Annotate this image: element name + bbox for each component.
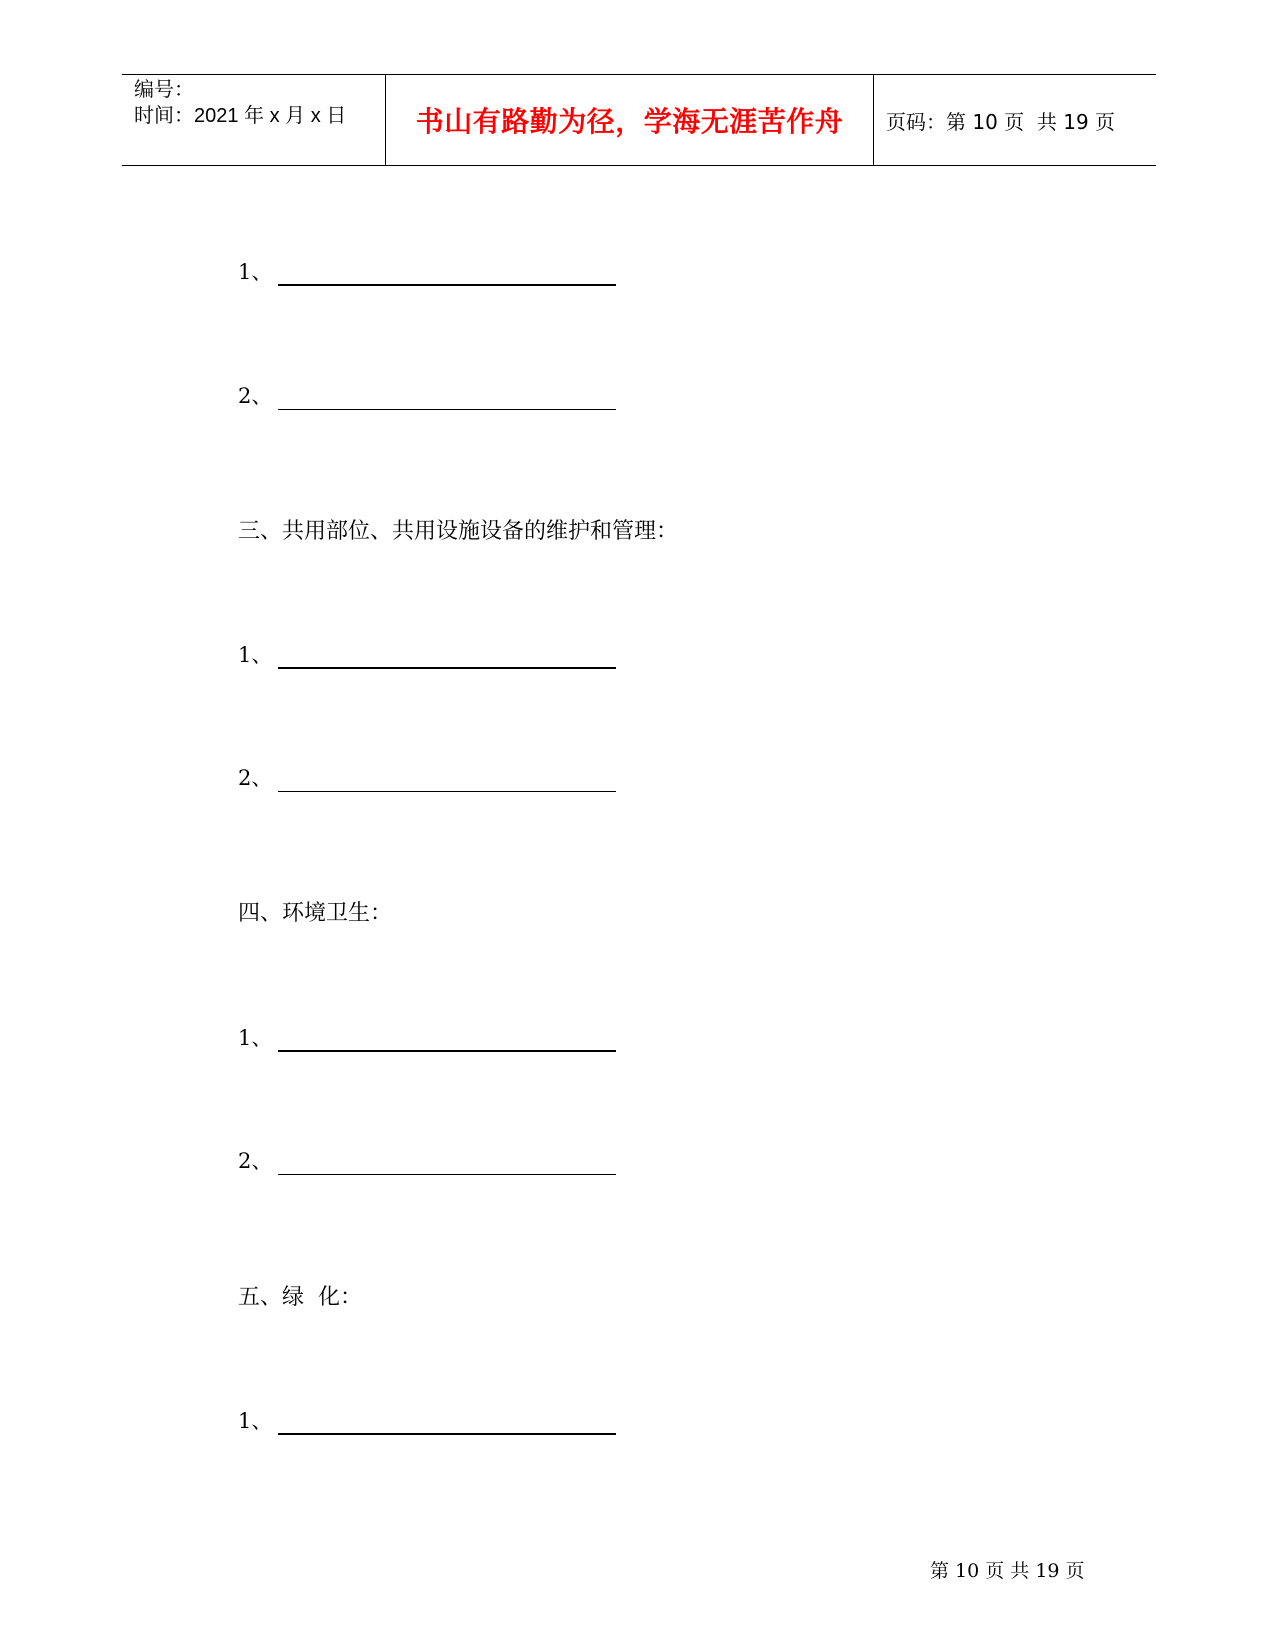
header-page-number: 页码：第 10 页 共 19 页 [886,109,1116,134]
item-number: 1、 [238,260,273,284]
header-page-cell [874,75,1156,165]
list-item [238,639,616,669]
item-number: 2、 [238,1149,273,1173]
list-item [238,380,616,410]
page-footer: 第 10 页 共 19 页 [930,1560,1085,1582]
list-item [238,762,616,792]
section-heading-4: 四、环境卫生： [238,901,393,926]
header-motto: 书山有路勤为径，学海无涯苦作舟 [415,105,844,138]
fill-in-blank [278,260,616,286]
list-item [238,256,616,286]
document-number-label: 编号： [134,79,194,101]
fill-in-blank [278,385,616,410]
item-number: 2、 [238,384,273,408]
page-header [122,74,1156,166]
fill-in-blank [278,1026,616,1052]
fill-in-blank [278,1409,616,1435]
fill-in-blank [278,643,616,669]
section-heading-3: 三、共用部位、共用设施设备的维护和管理： [238,519,679,544]
document-date-label: 时间：2021 年 x 月 x 日 [134,105,347,127]
header-meta [122,75,386,165]
list-item [238,1022,616,1052]
header-motto-cell [386,75,874,165]
item-number: 1、 [238,1026,273,1050]
item-number: 1、 [238,643,273,667]
section-heading-5: 五、绿 化： [238,1285,362,1310]
fill-in-blank [278,1150,616,1175]
fill-in-blank [278,767,616,792]
item-number: 2、 [238,766,273,790]
item-number: 1、 [238,1409,273,1433]
list-item [238,1145,616,1175]
list-item [238,1405,616,1435]
